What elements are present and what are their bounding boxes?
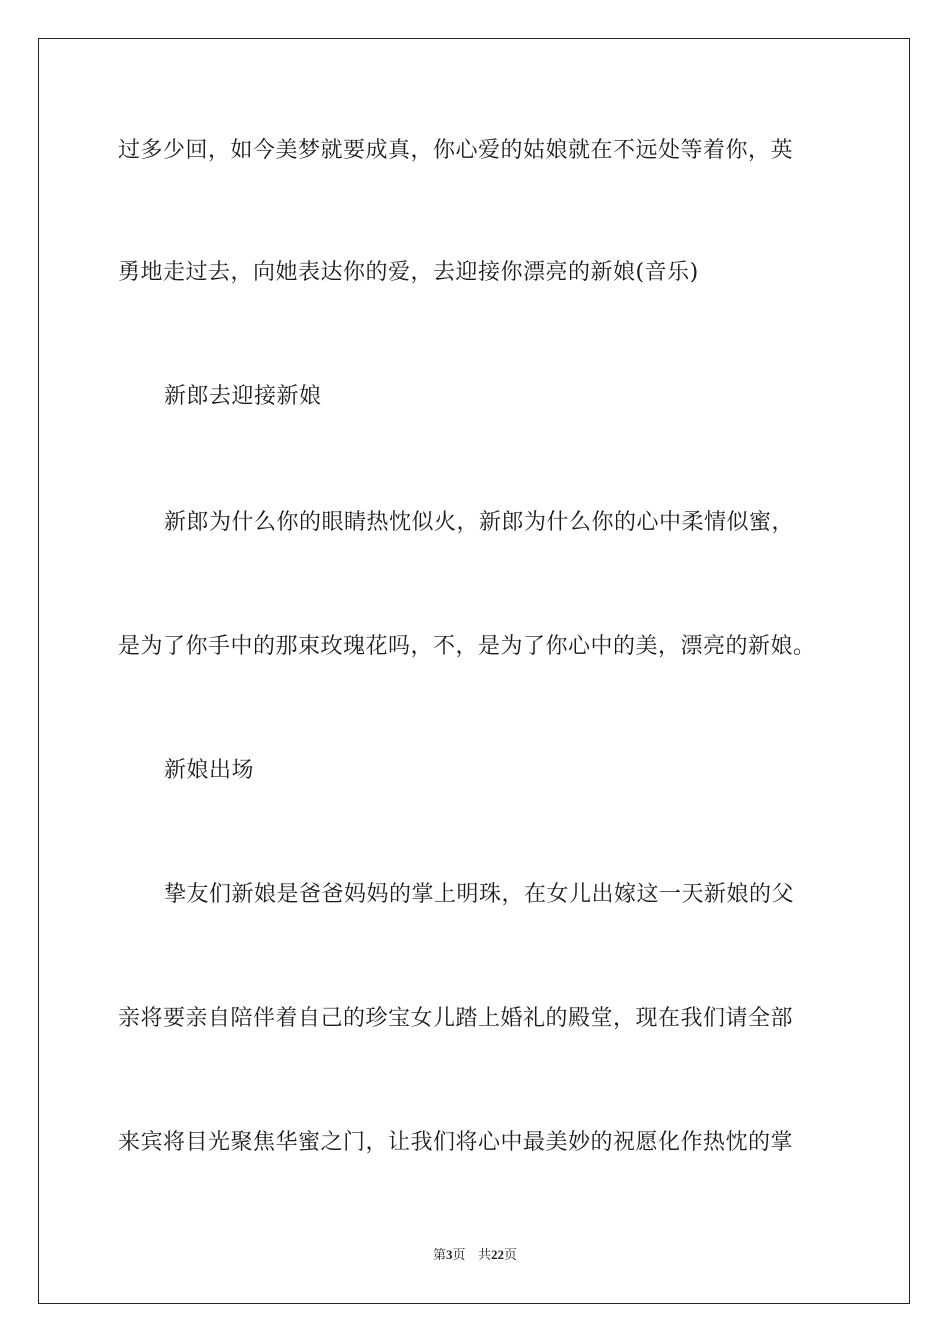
page-footer [0, 1246, 950, 1265]
section-heading-groom: 新郎去迎接新娘 [164, 384, 322, 409]
body-line-4: 是为了你手中的那束玫瑰花吗，不，是为了你心中的美，漂亮的新娘。 [118, 634, 816, 659]
section-heading-bride: 新娘出场 [164, 758, 255, 783]
footer-total-suffix: 页 [503, 1248, 517, 1263]
footer-total-prefix: 共 [477, 1248, 491, 1263]
body-line-2: 勇地走过去，向她表达你的爱，去迎接你漂亮的新娘(音乐) [118, 260, 699, 285]
body-line-3: 新郎为什么你的眼睛热忱似火，新郎为什么你的心中柔情似蜜， [164, 510, 795, 535]
footer-total-pages: 22 [490, 1247, 504, 1262]
footer-page-prefix: 第 [433, 1248, 447, 1263]
body-line-7: 来宾将目光聚焦华蜜之门，让我们将心中最美妙的祝愿化作热忱的掌 [118, 1130, 794, 1155]
footer-page-number: 3 [446, 1247, 453, 1262]
body-line-5: 挚友们新娘是爸爸妈妈的掌上明珠，在女儿出嫁这一天新娘的父 [164, 882, 795, 907]
footer-page-suffix: 页 [452, 1248, 466, 1263]
body-line-6: 亲将要亲自陪伴着自己的珍宝女儿踏上婚礼的殿堂，现在我们请全部 [118, 1006, 794, 1031]
body-line-1: 过多少回，如今美梦就要成真，你心爱的姑娘就在不远处等着你，英 [118, 138, 794, 163]
page-border [38, 38, 910, 1304]
